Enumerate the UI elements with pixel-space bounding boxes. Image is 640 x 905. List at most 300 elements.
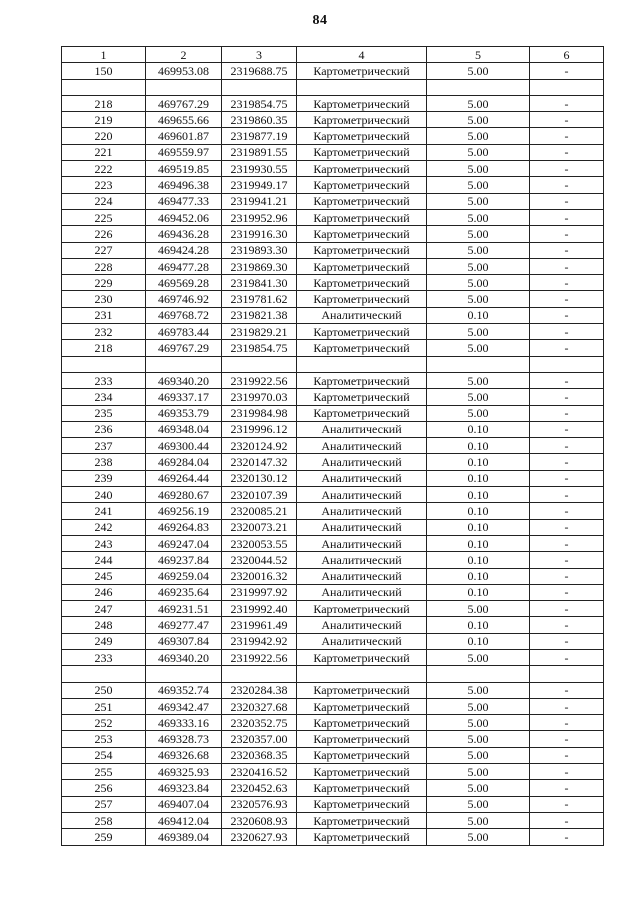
table-row xyxy=(62,291,604,307)
table-row xyxy=(62,535,604,551)
table-cell: 469353.79 xyxy=(146,405,222,421)
table-cell: 5.00 xyxy=(427,747,530,763)
table-cell: Картометрический xyxy=(297,389,427,405)
table-header-row xyxy=(62,47,604,63)
table-cell: 469352.74 xyxy=(146,682,222,698)
table-cell: 257 xyxy=(62,796,146,812)
table-cell: - xyxy=(530,698,604,714)
table-cell: - xyxy=(530,780,604,796)
table-row xyxy=(62,438,604,454)
table-cell: Картометрический xyxy=(297,193,427,209)
table-cell: 0.10 xyxy=(427,617,530,633)
table-cell: 2319922.56 xyxy=(222,372,297,388)
table-cell: 2319869.30 xyxy=(222,258,297,274)
table-cell: 2320147.32 xyxy=(222,454,297,470)
table-row xyxy=(62,193,604,209)
table-cell: 237 xyxy=(62,438,146,454)
table-cell: 2319854.75 xyxy=(222,340,297,356)
table-cell: 469601.87 xyxy=(146,128,222,144)
table-cell: 250 xyxy=(62,682,146,698)
table-cell: - xyxy=(530,324,604,340)
empty-cell xyxy=(530,79,604,95)
table-cell: Картометрический xyxy=(297,715,427,731)
column-header: 2 xyxy=(146,47,222,63)
table-cell: 233 xyxy=(62,649,146,665)
table-row xyxy=(62,568,604,584)
table-cell: Картометрический xyxy=(297,764,427,780)
table-cell: 469783.44 xyxy=(146,324,222,340)
table-cell: 5.00 xyxy=(427,291,530,307)
table-cell: 5.00 xyxy=(427,731,530,747)
table-cell: Картометрический xyxy=(297,812,427,828)
table-cell: 469325.93 xyxy=(146,764,222,780)
table-cell: 233 xyxy=(62,372,146,388)
table-cell: 469323.84 xyxy=(146,780,222,796)
column-header: 3 xyxy=(222,47,297,63)
table-cell: - xyxy=(530,731,604,747)
table-cell: 2319829.21 xyxy=(222,324,297,340)
table-cell: 2319961.49 xyxy=(222,617,297,633)
table-cell: - xyxy=(530,372,604,388)
table-row xyxy=(62,389,604,405)
table-cell: 0.10 xyxy=(427,519,530,535)
table-cell: 5.00 xyxy=(427,258,530,274)
table-cell: Аналитический xyxy=(297,633,427,649)
table-cell: 5.00 xyxy=(427,275,530,291)
table-cell: - xyxy=(530,796,604,812)
table-cell: 469412.04 xyxy=(146,812,222,828)
table-cell: Картометрический xyxy=(297,698,427,714)
table-cell: 469519.85 xyxy=(146,161,222,177)
empty-cell xyxy=(62,79,146,95)
table-cell: 2320073.21 xyxy=(222,519,297,535)
empty-cell xyxy=(530,666,604,682)
table-cell: Картометрический xyxy=(297,829,427,845)
empty-cell xyxy=(297,666,427,682)
table-cell: 249 xyxy=(62,633,146,649)
table-cell: - xyxy=(530,209,604,225)
table-cell: 469256.19 xyxy=(146,503,222,519)
table-cell: 469342.47 xyxy=(146,698,222,714)
table-cell: Аналитический xyxy=(297,617,427,633)
table-cell: - xyxy=(530,568,604,584)
table-cell: Картометрический xyxy=(297,796,427,812)
table-cell: - xyxy=(530,389,604,405)
table-cell: 469452.06 xyxy=(146,209,222,225)
table-cell: Аналитический xyxy=(297,535,427,551)
table-cell: 238 xyxy=(62,454,146,470)
empty-cell xyxy=(222,79,297,95)
table-cell: 5.00 xyxy=(427,715,530,731)
table-cell: 245 xyxy=(62,568,146,584)
table-cell: 218 xyxy=(62,95,146,111)
column-header: 1 xyxy=(62,47,146,63)
separator-row xyxy=(62,666,604,682)
table-cell: 2320368.35 xyxy=(222,747,297,763)
table-cell: 2320053.55 xyxy=(222,535,297,551)
empty-cell xyxy=(427,356,530,372)
table-cell: 241 xyxy=(62,503,146,519)
table-cell: 223 xyxy=(62,177,146,193)
table-cell: - xyxy=(530,487,604,503)
empty-cell xyxy=(62,356,146,372)
table-cell: 220 xyxy=(62,128,146,144)
table-cell: 229 xyxy=(62,275,146,291)
table-cell: 469264.83 xyxy=(146,519,222,535)
table-cell: Картометрический xyxy=(297,405,427,421)
table-cell: - xyxy=(530,584,604,600)
table-cell: 5.00 xyxy=(427,144,530,160)
table-cell: 234 xyxy=(62,389,146,405)
table-cell: Картометрический xyxy=(297,324,427,340)
table-row xyxy=(62,258,604,274)
table-cell: 5.00 xyxy=(427,682,530,698)
table-cell: 256 xyxy=(62,780,146,796)
table-cell: 469340.20 xyxy=(146,372,222,388)
empty-cell xyxy=(146,79,222,95)
table-cell: 469477.33 xyxy=(146,193,222,209)
table-cell: - xyxy=(530,812,604,828)
table-cell: 2320352.75 xyxy=(222,715,297,731)
table-cell: 2320124.92 xyxy=(222,438,297,454)
table-cell: 2320608.93 xyxy=(222,812,297,828)
table-row xyxy=(62,780,604,796)
table-cell: 0.10 xyxy=(427,438,530,454)
table-cell: 2320107.39 xyxy=(222,487,297,503)
table-cell: 469337.17 xyxy=(146,389,222,405)
table-cell: 2320130.12 xyxy=(222,470,297,486)
table-cell: - xyxy=(530,682,604,698)
table-cell: 469307.84 xyxy=(146,633,222,649)
table-cell: 232 xyxy=(62,324,146,340)
table-cell: 2319860.35 xyxy=(222,112,297,128)
table-cell: Картометрический xyxy=(297,95,427,111)
table-row xyxy=(62,405,604,421)
table-cell: 219 xyxy=(62,112,146,128)
table-cell: 2319997.92 xyxy=(222,584,297,600)
table-cell: 2319781.62 xyxy=(222,291,297,307)
table-cell: - xyxy=(530,649,604,665)
table-cell: 2319854.75 xyxy=(222,95,297,111)
table-cell: 2319877.19 xyxy=(222,128,297,144)
table-cell: 469328.73 xyxy=(146,731,222,747)
table-row xyxy=(62,340,604,356)
column-header: 4 xyxy=(297,47,427,63)
table-cell: 0.10 xyxy=(427,503,530,519)
table-cell: - xyxy=(530,552,604,568)
table-cell: Аналитический xyxy=(297,470,427,486)
empty-cell xyxy=(297,356,427,372)
table-cell: 236 xyxy=(62,421,146,437)
table-cell: - xyxy=(530,503,604,519)
column-header: 6 xyxy=(530,47,604,63)
table-cell: - xyxy=(530,112,604,128)
table-cell: 5.00 xyxy=(427,112,530,128)
table-row xyxy=(62,242,604,258)
table-cell: 0.10 xyxy=(427,552,530,568)
table-cell: 2319821.38 xyxy=(222,307,297,323)
table-cell: 469231.51 xyxy=(146,601,222,617)
table-cell: 2319949.17 xyxy=(222,177,297,193)
table-cell: 0.10 xyxy=(427,633,530,649)
empty-cell xyxy=(62,666,146,682)
table-cell: 231 xyxy=(62,307,146,323)
table-cell: 469477.28 xyxy=(146,258,222,274)
table-cell: Картометрический xyxy=(297,275,427,291)
table-row xyxy=(62,829,604,845)
table-cell: - xyxy=(530,535,604,551)
table-cell: 469300.44 xyxy=(146,438,222,454)
table-cell: Картометрический xyxy=(297,209,427,225)
table-cell: Картометрический xyxy=(297,780,427,796)
table-cell: 5.00 xyxy=(427,226,530,242)
table-cell: 469407.04 xyxy=(146,796,222,812)
table-cell: 0.10 xyxy=(427,487,530,503)
table-cell: 5.00 xyxy=(427,601,530,617)
table-row xyxy=(62,112,604,128)
table-cell: 469264.44 xyxy=(146,470,222,486)
table-row xyxy=(62,617,604,633)
table-cell: 0.10 xyxy=(427,307,530,323)
table-cell: 228 xyxy=(62,258,146,274)
column-header: 5 xyxy=(427,47,530,63)
table-cell: 469496.38 xyxy=(146,177,222,193)
table-cell: Картометрический xyxy=(297,747,427,763)
table-body xyxy=(62,63,604,845)
empty-cell xyxy=(297,79,427,95)
table-row xyxy=(62,275,604,291)
table-cell: 5.00 xyxy=(427,764,530,780)
table-row xyxy=(62,421,604,437)
table-cell: Картометрический xyxy=(297,372,427,388)
separator-row xyxy=(62,79,604,95)
table-cell: 469348.04 xyxy=(146,421,222,437)
table-row xyxy=(62,796,604,812)
table-cell: 221 xyxy=(62,144,146,160)
table-cell: 243 xyxy=(62,535,146,551)
table-cell: 2320044.52 xyxy=(222,552,297,568)
table-cell: 2319688.75 xyxy=(222,63,297,79)
table-row xyxy=(62,487,604,503)
empty-cell xyxy=(146,356,222,372)
table-cell: 230 xyxy=(62,291,146,307)
table-cell: - xyxy=(530,144,604,160)
table-cell: 235 xyxy=(62,405,146,421)
table-cell: Картометрический xyxy=(297,63,427,79)
table-cell: 259 xyxy=(62,829,146,845)
table-cell: Картометрический xyxy=(297,226,427,242)
table-cell: 469326.68 xyxy=(146,747,222,763)
table-cell: 2319996.12 xyxy=(222,421,297,437)
table-cell: 5.00 xyxy=(427,829,530,845)
table-cell: - xyxy=(530,633,604,649)
table-cell: Аналитический xyxy=(297,568,427,584)
table-cell: Картометрический xyxy=(297,601,427,617)
table-cell: - xyxy=(530,405,604,421)
table-cell: Картометрический xyxy=(297,144,427,160)
table-cell: - xyxy=(530,226,604,242)
table-cell: 226 xyxy=(62,226,146,242)
table-cell: 246 xyxy=(62,584,146,600)
table-cell: - xyxy=(530,601,604,617)
table-cell: 2320284.38 xyxy=(222,682,297,698)
table-cell: 255 xyxy=(62,764,146,780)
table-cell: - xyxy=(530,161,604,177)
table-row xyxy=(62,177,604,193)
table-cell: 5.00 xyxy=(427,405,530,421)
table-cell: - xyxy=(530,128,604,144)
table-row xyxy=(62,372,604,388)
table-cell: 150 xyxy=(62,63,146,79)
table-cell: Картометрический xyxy=(297,731,427,747)
table-cell: 2319922.56 xyxy=(222,649,297,665)
table-cell: 469235.64 xyxy=(146,584,222,600)
table-cell: 469767.29 xyxy=(146,95,222,111)
table-row xyxy=(62,764,604,780)
table-cell: 2319984.98 xyxy=(222,405,297,421)
table-row xyxy=(62,503,604,519)
table-cell: 227 xyxy=(62,242,146,258)
table-cell: 2320085.21 xyxy=(222,503,297,519)
coordinates-table xyxy=(61,46,604,846)
table-cell: 224 xyxy=(62,193,146,209)
table-cell: 5.00 xyxy=(427,128,530,144)
table-cell: 469436.28 xyxy=(146,226,222,242)
table-row xyxy=(62,633,604,649)
empty-cell xyxy=(427,666,530,682)
table-row xyxy=(62,812,604,828)
table-row xyxy=(62,698,604,714)
table-row xyxy=(62,731,604,747)
table-cell: - xyxy=(530,519,604,535)
table-cell: 0.10 xyxy=(427,535,530,551)
table-row xyxy=(62,552,604,568)
table-cell: - xyxy=(530,454,604,470)
table-cell: 2320576.93 xyxy=(222,796,297,812)
table-cell: 2319992.40 xyxy=(222,601,297,617)
table-cell: 5.00 xyxy=(427,372,530,388)
table-row xyxy=(62,519,604,535)
table-cell: - xyxy=(530,764,604,780)
table-cell: Картометрический xyxy=(297,649,427,665)
table-cell: 225 xyxy=(62,209,146,225)
table-row xyxy=(62,226,604,242)
table-cell: 469284.04 xyxy=(146,454,222,470)
table-cell: Аналитический xyxy=(297,552,427,568)
table-cell: 469569.28 xyxy=(146,275,222,291)
table-cell: 5.00 xyxy=(427,796,530,812)
empty-cell xyxy=(530,356,604,372)
table-cell: 222 xyxy=(62,161,146,177)
table-row xyxy=(62,715,604,731)
table-cell: 5.00 xyxy=(427,209,530,225)
table-cell: Аналитический xyxy=(297,487,427,503)
table-cell: 0.10 xyxy=(427,454,530,470)
table-cell: 5.00 xyxy=(427,812,530,828)
table-cell: 251 xyxy=(62,698,146,714)
table-cell: 2320416.52 xyxy=(222,764,297,780)
table-cell: 254 xyxy=(62,747,146,763)
table-cell: - xyxy=(530,829,604,845)
table-cell: Картометрический xyxy=(297,128,427,144)
table-cell: 469389.04 xyxy=(146,829,222,845)
table-cell: 2320452.63 xyxy=(222,780,297,796)
table-cell: Картометрический xyxy=(297,291,427,307)
table-cell: 248 xyxy=(62,617,146,633)
separator-row xyxy=(62,356,604,372)
table-cell: Аналитический xyxy=(297,438,427,454)
table-row xyxy=(62,470,604,486)
table-cell: 5.00 xyxy=(427,161,530,177)
table-cell: 2319891.55 xyxy=(222,144,297,160)
table-cell: 2319941.21 xyxy=(222,193,297,209)
table-cell: 218 xyxy=(62,340,146,356)
table-cell: 253 xyxy=(62,731,146,747)
table-cell: Аналитический xyxy=(297,421,427,437)
table-cell: 5.00 xyxy=(427,324,530,340)
table-cell: - xyxy=(530,747,604,763)
table-cell: 5.00 xyxy=(427,649,530,665)
table-row xyxy=(62,209,604,225)
table-cell: 0.10 xyxy=(427,584,530,600)
table-cell: 2320327.68 xyxy=(222,698,297,714)
table-cell: 242 xyxy=(62,519,146,535)
table-cell: 469259.04 xyxy=(146,568,222,584)
table-cell: Картометрический xyxy=(297,682,427,698)
table-cell: 469559.97 xyxy=(146,144,222,160)
table-cell: Аналитический xyxy=(297,584,427,600)
table-cell: - xyxy=(530,715,604,731)
table-cell: 5.00 xyxy=(427,242,530,258)
table-cell: 2320627.93 xyxy=(222,829,297,845)
table-cell: Аналитический xyxy=(297,519,427,535)
table-row xyxy=(62,682,604,698)
table-row xyxy=(62,584,604,600)
table-row xyxy=(62,63,604,79)
table-cell: 247 xyxy=(62,601,146,617)
table-cell: - xyxy=(530,617,604,633)
table-cell: Картометрический xyxy=(297,258,427,274)
table-cell: 5.00 xyxy=(427,698,530,714)
table-row xyxy=(62,454,604,470)
table-cell: 469277.47 xyxy=(146,617,222,633)
table-cell: - xyxy=(530,275,604,291)
table-cell: 258 xyxy=(62,812,146,828)
table-cell: 2319970.03 xyxy=(222,389,297,405)
table-cell: 244 xyxy=(62,552,146,568)
table-cell: 2320016.32 xyxy=(222,568,297,584)
table-cell: Аналитический xyxy=(297,454,427,470)
table-cell: 2319952.96 xyxy=(222,209,297,225)
table-cell: - xyxy=(530,95,604,111)
empty-cell xyxy=(427,79,530,95)
empty-cell xyxy=(146,666,222,682)
table-cell: 5.00 xyxy=(427,95,530,111)
empty-cell xyxy=(222,356,297,372)
table-row xyxy=(62,307,604,323)
table-cell: 469655.66 xyxy=(146,112,222,128)
table-row xyxy=(62,747,604,763)
table-cell: Картометрический xyxy=(297,161,427,177)
table-cell: - xyxy=(530,340,604,356)
table-row xyxy=(62,601,604,617)
table-cell: - xyxy=(530,258,604,274)
table-cell: 469333.16 xyxy=(146,715,222,731)
table-cell: 469953.08 xyxy=(146,63,222,79)
table-cell: 469767.29 xyxy=(146,340,222,356)
table-cell: - xyxy=(530,193,604,209)
table-cell: - xyxy=(530,307,604,323)
